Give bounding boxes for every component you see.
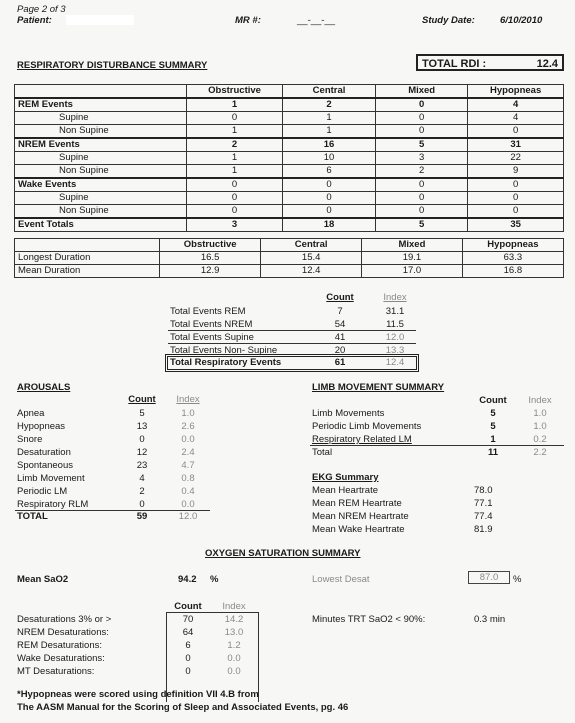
arousal-count: 59 — [136, 511, 148, 522]
limb-count: 5 — [490, 421, 496, 432]
total-rdi-box — [416, 54, 564, 71]
limb-index: 1.0 — [533, 408, 547, 419]
desat-index: 0.0 — [227, 653, 241, 664]
arousal-label: Periodic LM — [17, 486, 68, 497]
table-cell: 0 — [468, 192, 564, 205]
table-cell: 1 — [187, 152, 283, 165]
divider — [168, 343, 416, 344]
table-cell: 16.8 — [462, 265, 563, 278]
patient-redaction — [66, 15, 134, 25]
table-header-cell: Hypopneas — [468, 85, 564, 99]
table-cell: 35 — [468, 218, 564, 232]
row-label: Supine — [15, 152, 187, 165]
table-cell: 0 — [283, 178, 376, 192]
totals-index: 12.0 — [385, 332, 405, 343]
mr-label: MR #: — [235, 15, 261, 26]
arousal-index: 0.0 — [181, 434, 195, 445]
ekg-value: 77.1 — [474, 498, 493, 509]
ekg-value: 81.9 — [474, 524, 493, 535]
lowest-desat-value: 87.0 — [468, 571, 510, 584]
table-cell: 1 — [187, 98, 283, 112]
row-label: Supine — [15, 192, 187, 205]
desat-count: 0 — [185, 666, 191, 677]
patient-label: Patient: — [17, 15, 52, 26]
desat-index: 13.0 — [224, 627, 244, 638]
table-row — [15, 138, 564, 152]
desat-count: 70 — [182, 614, 194, 625]
arousal-index: 2.6 — [181, 421, 195, 432]
arousal-count: 0 — [139, 434, 145, 445]
arousals-title: AROUSALS — [17, 382, 71, 393]
row-label: Mean Duration — [15, 265, 160, 278]
limb-index: 1.0 — [533, 421, 547, 432]
limb-label: Total — [312, 447, 333, 458]
table-cell: 0 — [187, 178, 283, 192]
table-cell: 0 — [468, 125, 564, 139]
table-row — [15, 252, 564, 265]
table-cell: 2 — [376, 165, 468, 179]
table-header-row — [15, 239, 564, 252]
table-cell: 16 — [283, 138, 376, 152]
row-label: REM Events — [15, 98, 187, 112]
desat-count: 64 — [182, 627, 194, 638]
totals-index-header: Index — [383, 292, 407, 303]
divider — [168, 330, 416, 331]
divider — [166, 612, 258, 613]
arousal-count: 12 — [136, 447, 148, 458]
study-date: 6/10/2010 — [500, 15, 543, 26]
table-cell: 4 — [468, 112, 564, 125]
totals-label: Total Events Non- Supine — [170, 345, 278, 356]
ekg-value: 77.4 — [474, 511, 493, 522]
table-row — [15, 218, 564, 232]
table-cell: 0 — [283, 205, 376, 219]
ekg-title: EKG Summary — [312, 472, 379, 483]
desat-label: Desaturations 3% or > — [17, 614, 112, 625]
table-cell: 0 — [468, 205, 564, 219]
oxygen-title: OXYGEN SATURATION SUMMARY — [205, 548, 361, 559]
duration-table — [14, 238, 564, 278]
table-cell: 0 — [376, 178, 468, 192]
row-label: Longest Duration — [15, 252, 160, 265]
limb-movement-title: LIMB MOVEMENT SUMMARY — [312, 382, 445, 393]
table-cell: 12.4 — [261, 265, 362, 278]
arousal-count: 23 — [136, 460, 148, 471]
limb-index-header: Index — [528, 395, 552, 406]
mean-sao2-unit: % — [210, 574, 219, 585]
lowest-desat-unit: % — [513, 574, 522, 585]
lowest-desat-label: Lowest Desat — [312, 574, 370, 585]
table-cell: 0 — [187, 112, 283, 125]
row-label: Non Supine — [15, 165, 187, 179]
arousals-index-header: Index — [176, 394, 200, 405]
arousal-label: Spontaneous — [17, 460, 73, 471]
desat-count: 0 — [185, 653, 191, 664]
ekg-label: Mean REM Heartrate — [312, 498, 402, 509]
table-cell: 0 — [376, 205, 468, 219]
ekg-label: Mean Heartrate — [312, 485, 379, 496]
limb-index: 0.2 — [533, 434, 547, 445]
table-cell: 2 — [283, 98, 376, 112]
table-cell: 3 — [187, 218, 283, 232]
ekg-value: 78.0 — [474, 485, 493, 496]
table-row — [15, 112, 564, 125]
table-header-cell: Obstructive — [160, 239, 261, 252]
table-cell: 12.9 — [160, 265, 261, 278]
row-label: NREM Events — [15, 138, 187, 152]
table-header-row — [15, 85, 564, 99]
table-cell: 0 — [376, 125, 468, 139]
table-cell: 0 — [376, 98, 468, 112]
table-header-cell: Central — [261, 239, 362, 252]
desat-index: 14.2 — [224, 614, 244, 625]
table-cell: 5 — [376, 138, 468, 152]
totals-count: 7 — [337, 306, 343, 317]
table-cell: 9 — [468, 165, 564, 179]
table-cell: 15.4 — [261, 252, 362, 265]
arousal-index: 4.7 — [181, 460, 195, 471]
limb-count: 1 — [490, 434, 496, 445]
table-cell: 1 — [187, 165, 283, 179]
desat-index: 0.0 — [227, 666, 241, 677]
table-cell: 19.1 — [362, 252, 463, 265]
table-cell: 0 — [468, 178, 564, 192]
arousals-count-header: Count — [128, 394, 156, 405]
desat-index: 1.2 — [227, 640, 241, 651]
totals-label: Total Events NREM — [170, 319, 253, 330]
totals-count: 61 — [334, 357, 346, 368]
minutes-trt-label: Minutes TRT SaO2 < 90%: — [312, 614, 426, 625]
table-header-cell — [15, 239, 160, 252]
table-cell: 0 — [187, 192, 283, 205]
table-cell: 0 — [283, 192, 376, 205]
arousal-label: Snore — [17, 434, 43, 445]
arousal-label: Limb Movement — [17, 473, 85, 484]
table-header-cell: Central — [283, 85, 376, 99]
limb-count: 11 — [487, 447, 499, 458]
arousal-index: 12.0 — [178, 511, 198, 522]
table-cell: 16.5 — [160, 252, 261, 265]
limb-label: Respiratory Related LM — [312, 434, 412, 445]
desat-label: REM Desaturations: — [17, 640, 103, 651]
table-cell: 4 — [468, 98, 564, 112]
arousal-index: 0.0 — [181, 499, 195, 510]
limb-label: Limb Movements — [312, 408, 385, 419]
total-rdi-value: 12.4 — [536, 58, 558, 70]
arousal-count: 0 — [139, 499, 145, 510]
table-cell: 0 — [376, 192, 468, 205]
totals-count-header: Count — [326, 292, 354, 303]
totals-count: 54 — [334, 319, 346, 330]
mean-sao2-value: 94.2 — [178, 574, 197, 585]
row-label: Wake Events — [15, 178, 187, 192]
arousal-count: 5 — [139, 408, 145, 419]
table-cell: 1 — [283, 112, 376, 125]
arousal-index: 1.0 — [181, 408, 195, 419]
arousal-label: Respiratory RLM — [17, 499, 89, 510]
row-label: Non Supine — [15, 125, 187, 139]
arousal-count: 4 — [139, 473, 145, 484]
arousal-index: 0.8 — [181, 473, 195, 484]
desat-count: 6 — [185, 640, 191, 651]
table-cell: 22 — [468, 152, 564, 165]
totals-index: 12.4 — [385, 357, 405, 368]
table-row — [15, 165, 564, 179]
mr-value: __-__-__ — [297, 15, 336, 26]
table-cell: 31 — [468, 138, 564, 152]
total-rdi-label: TOTAL RDI : — [422, 58, 487, 70]
minutes-trt-value: 0.3 min — [474, 614, 506, 625]
mean-sao2-label: Mean SaO2 — [17, 574, 69, 585]
table-cell: 1 — [187, 125, 283, 139]
arousal-label: Apnea — [17, 408, 45, 419]
table-cell: 6 — [283, 165, 376, 179]
footnote-line-1: *Hypopneas were scored using definition VII 4.B from — [17, 689, 259, 700]
table-row — [15, 265, 564, 278]
divider — [310, 445, 564, 446]
desat-label: Wake Desaturations: — [17, 653, 105, 664]
table-cell: 10 — [283, 152, 376, 165]
table-cell: 2 — [187, 138, 283, 152]
totals-index: 13.3 — [385, 345, 405, 356]
limb-count-header: Count — [479, 395, 507, 406]
row-label: Event Totals — [15, 218, 187, 232]
table-header-cell — [15, 85, 187, 99]
desat-label: NREM Desaturations: — [17, 627, 109, 638]
row-label: Non Supine — [15, 205, 187, 219]
table-header-cell: Hypopneas — [462, 239, 563, 252]
totals-count: 20 — [334, 345, 346, 356]
arousal-index: 0.4 — [181, 486, 195, 497]
desat-count-header: Count — [174, 601, 202, 612]
desat-label: MT Desaturations: — [17, 666, 95, 677]
totals-label: Total Events Supine — [170, 332, 254, 343]
table-cell: 0 — [376, 112, 468, 125]
desat-index-header: Index — [222, 601, 246, 612]
rdi-section-title: RESPIRATORY DISTURBANCE SUMMARY — [17, 60, 208, 71]
table-cell: 3 — [376, 152, 468, 165]
table-cell: 0 — [187, 205, 283, 219]
table-cell: 5 — [376, 218, 468, 232]
total-respiratory-box — [167, 356, 417, 370]
table-row — [15, 98, 564, 112]
table-cell: 17.0 — [362, 265, 463, 278]
totals-count: 41 — [334, 332, 346, 343]
table-cell: 1 — [283, 125, 376, 139]
arousal-label: Desaturation — [17, 447, 71, 458]
respiratory-summary-table — [14, 84, 564, 232]
limb-count: 5 — [490, 408, 496, 419]
totals-index: 11.5 — [386, 319, 404, 330]
limb-label: Periodic Limb Movements — [312, 421, 422, 432]
totals-label: Total Events REM — [170, 306, 246, 317]
table-cell: 63.3 — [462, 252, 563, 265]
footnote-line-2: The AASM Manual for the Scoring of Sleep and Associated Events, pg. 46 — [17, 702, 349, 713]
ekg-label: Mean NREM Heartrate — [312, 511, 409, 522]
totals-label: Total Respiratory Events — [170, 357, 282, 368]
totals-index: 31.1 — [385, 306, 405, 317]
row-label: Supine — [15, 112, 187, 125]
limb-index: 2.2 — [533, 447, 547, 458]
table-header-cell: Mixed — [362, 239, 463, 252]
table-row — [15, 125, 564, 139]
arousal-count: 13 — [136, 421, 148, 432]
arousal-label: Hypopneas — [17, 421, 66, 432]
table-cell: 18 — [283, 218, 376, 232]
table-row — [15, 192, 564, 205]
ekg-label: Mean Wake Heartrate — [312, 524, 405, 535]
table-row — [15, 178, 564, 192]
table-row — [15, 205, 564, 219]
table-row — [15, 152, 564, 165]
arousal-label: TOTAL — [17, 511, 48, 522]
arousal-count: 2 — [139, 486, 145, 497]
study-date-label: Study Date: — [422, 15, 475, 26]
table-header-cell: Mixed — [376, 85, 468, 99]
page-number: Page 2 of 3 — [17, 4, 66, 15]
arousal-index: 2.4 — [181, 447, 195, 458]
table-header-cell: Obstructive — [187, 85, 283, 99]
